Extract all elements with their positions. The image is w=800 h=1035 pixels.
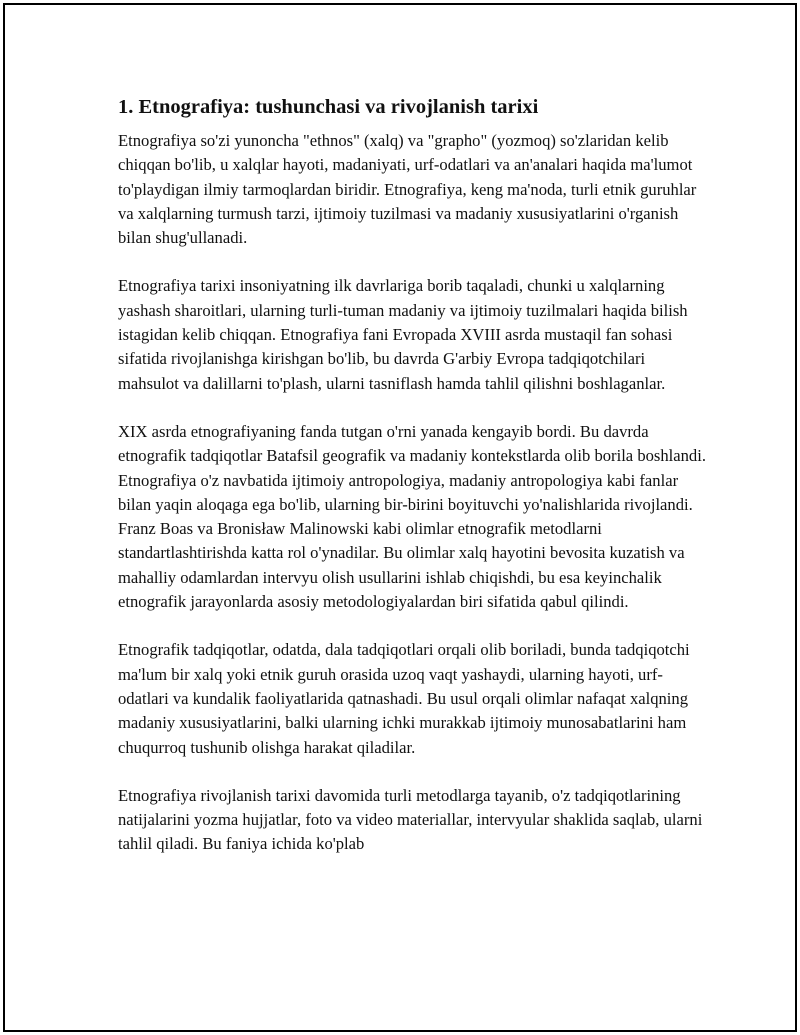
paragraph-4: Etnografik tadqiqotlar, odatda, dala tadqiqotlari orqali olib boriladi, bunda tadqiqotchi ma'lum bir xalq yoki etnik guruh orasida uzoq vaqt yashaydi, ularning hayoti, urf-odatlari va kundalik faoliyatlarida qatnashadi. Bu usul orqali olimlar nafaqat xalqning madaniy xususiyatlarini, balki ularning ichki murakkab ijtimoiy munosabatlarini ham chuqurroq tushunib olishga harakat qiladilar. [118,640,690,757]
paragraph-2: Etnografiya tarixi insoniyatning ilk davrlariga borib taqaladi, chunki u xalqlarning yashash sharoitlari, ularning turli-tuman madaniy va ijtimoiy tuzilmalari haqida bilish istagidan kelib chiqqan. Etnografiya fani Evropada XVIII asrda mustaqil fan sohasi sifatida rivojlanishga kirishgan bo'lib, bu davrda G'arbiy Evropa tadqiqotchilari mahsulot va dalillarni to'plash, ularni tasniflash hamda tahlil qilishni boshlaganlar. [118,276,688,393]
paragraph-5: Etnografiya rivojlanish tarixi davomida turli metodlarga tayanib, o'z tadqiqotlarining natijalarini yozma hujjatlar, foto va video materiallar, intervyular shaklida saqlab, ularni tahlil qiladi. Bu faniya ichida ko'plab [118,785,703,854]
section-heading: 1. Etnografiya: tushunchasi va rivojlanish tarixi [118,96,539,118]
document-body [118,93,708,881]
paragraph-3: XIX asrda etnografiyaning fanda tutgan o'rni yanada kengayib bordi. Bu davrda etnografik tadqiqotlar Batafsil geografik va madaniy kontekstlarda olib borila boshlandi. Etnografiya o'z navbatida ijtimoiy antropologiya, madaniy antropologiya kabi fanlar bilan yaqin aloqaga ega bo'lib, ularning bir-birini boyituvchi yo'nalishlarida rivojlandi. Franz Boas va Bronisław Malinowski kabi olimlar etnografik metodlarni standartlashtirishda katta rol o'ynadilar. Bu olimlar xalq hayotini bevosita kuzatish va mahalliy odamlardan intervyu olish usullarini ishlab chiqishdi, bu esa keyinchalik etnografik jarayonlarda asosiy metodologiyalardan biri sifatida qabul qilindi. [118,421,706,612]
paragraph-1: Etnografiya so'zi yunoncha "ethnos" (xalq) va "grapho" (yozmoq) so'zlaridan kelib chiqqan bo'lib, u xalqlar hayoti, madaniyati, urf-odatlari va an'analari haqida ma'lumot to'playdigan ilmiy tarmoqlardan biridir. Etnografiya, keng ma'noda, turli etnik guruhlar va xalqlarning turmush tarzi, ijtimoiy tuzilmasi va madaniy xususiyatlarini o'rganish bilan shug'ullanadi. [118,131,697,248]
